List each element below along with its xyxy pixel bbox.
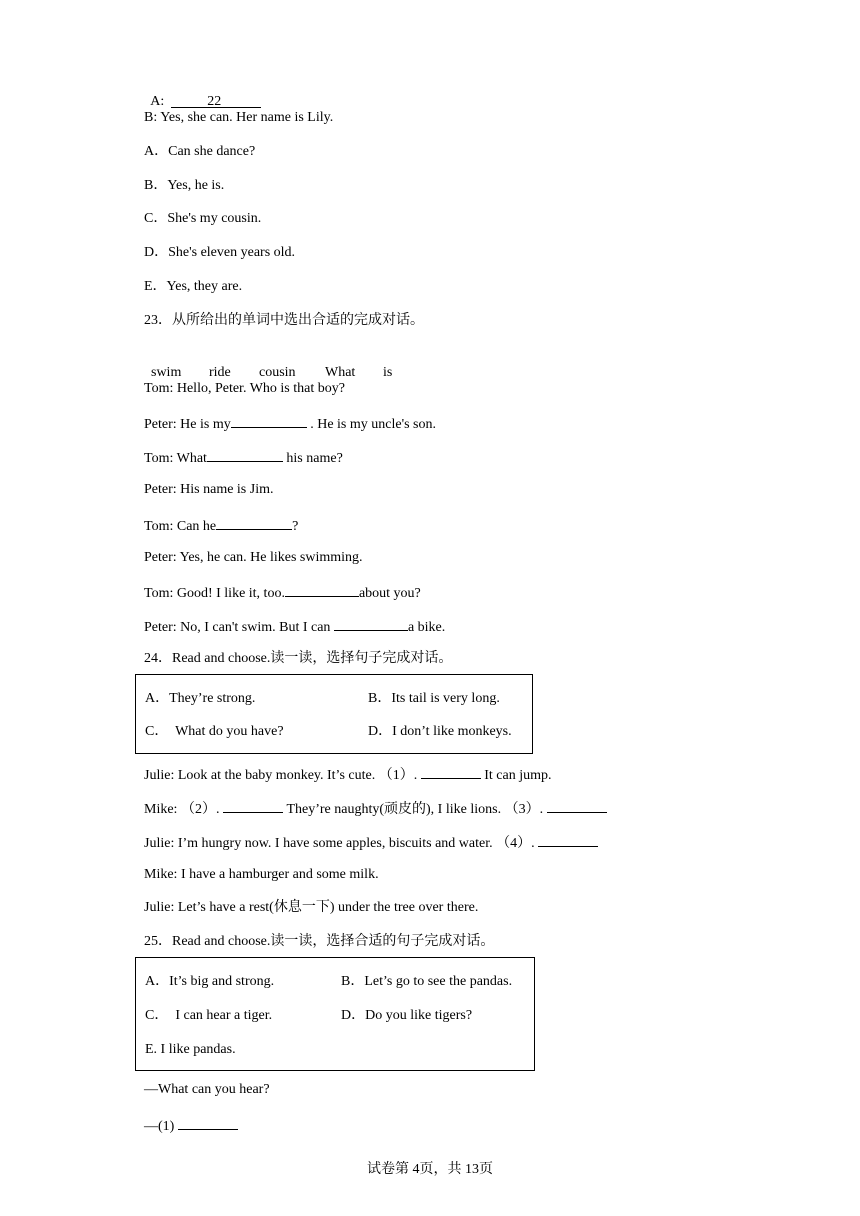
q23-word-bank: [144, 346, 392, 382]
q23-line-5: Tom: Can he ?: [144, 515, 298, 536]
q25-option-d: D．Do you like tigers?: [341, 1008, 473, 1023]
q25-option-c: C． I can hear a tiger.: [145, 1008, 273, 1023]
q25-option-e: E. I like pandas.: [145, 1042, 236, 1057]
q23-word: What: [325, 365, 356, 380]
q22-option-a: A．Can she dance?: [144, 144, 256, 159]
q24-line-5: Julie: Let’s have a rest(休息一下) under the tree over there.: [144, 900, 479, 915]
q24-option-a: A．They’re strong.: [145, 691, 256, 706]
q24-line-2: Mike: （2）. They’re naughty(顽皮的), I like lions. （3）.: [144, 798, 607, 819]
q23-line-3: Tom: What his name?: [144, 447, 343, 468]
q24-line-4: Mike: I have a hamburger and some milk.: [144, 867, 379, 882]
q25-options-box: [135, 957, 535, 1071]
page-footer: 试卷第 4页，共 13页: [367, 1162, 493, 1177]
q24-options-box: [135, 674, 533, 754]
q23-word: is: [383, 365, 393, 380]
answer-blank[interactable]: [207, 447, 283, 462]
q22-answer-line: [144, 75, 261, 111]
answer-blank[interactable]: [538, 832, 598, 847]
q25-line-2: —(1): [144, 1115, 238, 1136]
q23-line-8: Peter: No, I can't swim. But I can a bike.: [144, 616, 445, 637]
q24-option-c: C． What do you have?: [145, 724, 284, 739]
q25-title: 25．Read and choose.读一读，选择合适的句子完成对话。: [144, 934, 495, 949]
q23-word: ride: [209, 365, 231, 380]
q22-b-line: B: Yes, she can. Her name is Lily.: [144, 110, 334, 125]
q25-line-1: —What can you hear?: [144, 1082, 270, 1097]
q23-line-4: Peter: His name is Jim.: [144, 482, 274, 497]
q24-option-d: D．I don’t like monkeys.: [368, 724, 512, 739]
q24-title: 24．Read and choose.读一读，选择句子完成对话。: [144, 651, 453, 666]
answer-blank[interactable]: [178, 1115, 238, 1130]
q23-word: cousin: [259, 365, 296, 380]
q24-option-b: B．Its tail is very long.: [368, 691, 500, 706]
q22-option-b: B．Yes, he is.: [144, 178, 225, 193]
answer-blank[interactable]: [231, 413, 307, 428]
answer-blank[interactable]: [547, 798, 607, 813]
q23-word: swim: [151, 365, 182, 380]
answer-blank[interactable]: [334, 616, 408, 631]
q23-line-6: Peter: Yes, he can. He likes swimming.: [144, 550, 363, 565]
answer-blank[interactable]: [285, 582, 359, 597]
q25-option-b: B．Let’s go to see the pandas.: [341, 974, 513, 989]
q23-line-7: Tom: Good! I like it, too. about you?: [144, 582, 421, 603]
q22-answer-prefix: A:: [150, 94, 165, 109]
q22-option-d: D．She's eleven years old.: [144, 245, 296, 260]
q22-answer-blank: 22: [171, 93, 261, 108]
q22-option-c: C．She's my cousin.: [144, 211, 262, 226]
q25-option-a: A．It’s big and strong.: [145, 974, 275, 989]
q24-line-1: Julie: Look at the baby monkey. It’s cute. （1）. It can jump.: [144, 764, 551, 785]
q22-option-e: E．Yes, they are.: [144, 279, 243, 294]
answer-blank[interactable]: [223, 798, 283, 813]
q23-title: 23．从所给出的单词中选出合适的完成对话。: [144, 313, 424, 328]
q23-line-2: Peter: He is my . He is my uncle's son.: [144, 413, 436, 434]
answer-blank[interactable]: [421, 764, 481, 779]
answer-blank[interactable]: [216, 515, 292, 530]
q24-line-3: Julie: I’m hungry now. I have some apples, biscuits and water. （4）.: [144, 832, 598, 853]
q23-line-1: Tom: Hello, Peter. Who is that boy?: [144, 381, 345, 396]
